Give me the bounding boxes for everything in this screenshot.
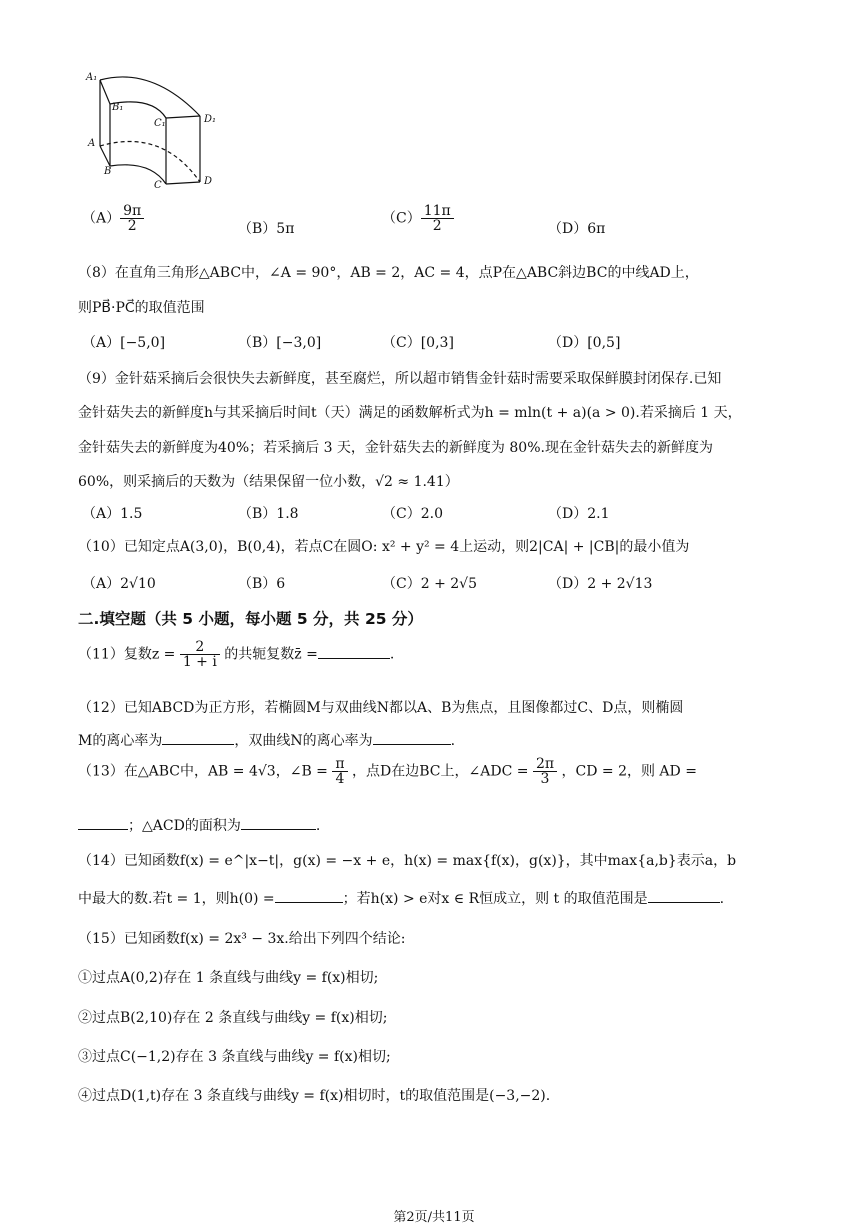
fraction-numerator: 2π (533, 757, 557, 772)
q11-fraction (180, 640, 220, 669)
q14-answer-blank-2[interactable] (648, 902, 720, 903)
fraction-denominator: 2 (432, 218, 442, 234)
q13-mid: ，点D在边BC上，∠ADC = (352, 763, 529, 780)
q8-line1: （8）在直角三角形△ABC中，∠A = 90°，AB = 2，AC = 4，点P在△ABC斜边BC的中线AD上， (78, 265, 699, 281)
label-d1: D₁ (204, 114, 217, 125)
q7-option-c (382, 204, 454, 233)
q11-line (78, 640, 394, 669)
q12-answer-blank-2[interactable] (373, 744, 451, 745)
q15-item-1: ①过点A(0,2)存在 1 条直线与曲线y = f(x)相切; (78, 970, 379, 986)
fraction-denominator: 1 + i (182, 654, 217, 670)
q8-option-a: （A）[−5,0] (82, 335, 166, 351)
q7-option-b: （B）5π (238, 221, 295, 237)
q15-item-2: ②过点B(2,10)存在 2 条直线与曲线y = f(x)相切; (78, 1010, 388, 1026)
fraction-denominator: 3 (540, 771, 550, 787)
q14-line2 (78, 888, 724, 908)
q14-line2a: 中最大的数.若t = 1，则h(0) = (78, 891, 275, 907)
q11-answer-blank[interactable] (318, 658, 390, 659)
q10-option-b: （B）6 (238, 576, 286, 592)
q12-answer-blank-1[interactable] (162, 744, 234, 745)
q7-option-a-fraction (120, 204, 144, 233)
q7-option-d: （D）6π (548, 221, 606, 237)
q8-option-b: （B）[−3,0] (238, 335, 322, 351)
label-a1: A₁ (86, 72, 98, 83)
label-b1: B₁ (112, 102, 124, 113)
fraction-numerator: 2 (180, 640, 220, 655)
q15-item-4: ④过点D(1,t)存在 3 条直线与曲线y = f(x)相切时，t的取值范围是(−3,−2). (78, 1088, 551, 1104)
q13-answer-blank-2[interactable] (241, 829, 316, 830)
q10-option-a: （A）2√10 (82, 576, 156, 592)
q11-pre: （11）复数z = (78, 646, 176, 663)
q13-pre: （13）在△ABC中，AB = 4√3，∠B = (78, 763, 328, 780)
q7-option-a (82, 204, 144, 233)
label-b: B (104, 166, 112, 177)
page-number: 第2页/共11页 (393, 1210, 475, 1225)
label-d: D (204, 176, 213, 187)
q12-line2 (78, 730, 455, 750)
q9-option-b: （B）1.8 (238, 506, 299, 522)
q12-line2b: ，双曲线N的离心率为 (234, 733, 373, 749)
q9-line4: 60%，则采摘后的天数为（结果保留一位小数，√2 ≈ 1.41） (78, 474, 459, 490)
q14-line1: （14）已知函数f(x) = e^|x−t|，g(x) = −x + e，h(x) = max{f(x)，g(x)}，其中max{a,b}表示a，b (78, 853, 737, 869)
fraction-denominator: 4 (335, 771, 345, 787)
q11-end: . (389, 646, 395, 663)
label-c: C (154, 180, 162, 191)
q14-answer-blank-1[interactable] (275, 902, 343, 903)
q8-option-c: （C）[0,3] (382, 335, 454, 351)
q7-option-c-fraction (421, 204, 454, 233)
q12-line2a: M的离心率为 (78, 733, 163, 749)
fraction-numerator: 11π (421, 204, 454, 219)
q8-line2: 则PB⃗·PC⃗的取值范围 (78, 300, 205, 316)
label-a: A (88, 138, 96, 149)
q13-answer-blank-1[interactable] (78, 829, 128, 830)
q14-line2c: . (719, 891, 725, 907)
q10-option-c: （C）2 + 2√5 (382, 576, 477, 592)
q9-line1: （9）金针菇采摘后会很快失去新鲜度，甚至腐烂，所以超市销售金针菇时需要采取保鲜膜封闭保存.已知 (78, 371, 722, 387)
q11-post: 的共轭复数z̄ = (224, 646, 318, 663)
q13-fraction-adc (533, 757, 557, 786)
label-c1: C₁ (154, 118, 166, 129)
q15-intro: （15）已知函数f(x) = 2x³ − 3x.给出下列四个结论: (78, 931, 406, 947)
q13-line2a: ；△ACD的面积为 (128, 818, 241, 834)
fraction-denominator: 2 (127, 218, 137, 234)
q9-line3: 金针菇失去的新鲜度为40%；若采摘后 3 天，金针菇失去的新鲜度为 80%.现在金针菇失去的新鲜度为 (78, 440, 713, 456)
q13-post: ，CD = 2，则 AD = (561, 763, 697, 780)
q7-option-c-label: （C） (382, 210, 421, 227)
q9-option-c: （C）2.0 (382, 506, 443, 522)
q13-fraction-b (332, 757, 347, 786)
q10-line1: （10）已知定点A(3,0)，B(0,4)，若点C在圆O: x² + y² = 4上运动，则2|CA| + |CB|的最小值为 (78, 539, 690, 555)
q13-line1 (78, 757, 697, 786)
q12-line1: （12）已知ABCD为正方形，若椭圆M与双曲线N都以A、B为焦点，且图像都过C、D点，则椭圆 (78, 700, 684, 716)
q12-line2c: . (450, 733, 456, 749)
q9-option-d: （D）2.1 (548, 506, 610, 522)
solid-figure (82, 66, 232, 191)
section-heading: 二.填空题（共 5 小题，每小题 5 分，共 25 分） (78, 610, 423, 628)
q13-line2 (78, 815, 320, 835)
fraction-numerator: 9π (120, 204, 144, 219)
q8-option-d: （D）[0,5] (548, 335, 621, 351)
q15-item-3: ③过点C(−1,2)存在 3 条直线与曲线y = f(x)相切; (78, 1049, 391, 1065)
q9-line2: 金针菇失去的新鲜度h与其采摘后时间t（天）满足的函数解析式为h = mln(t + a)(a > 0).若采摘后 1 天， (78, 405, 742, 421)
q7-option-a-label: （A） (82, 210, 121, 227)
q9-option-a: （A）1.5 (82, 506, 143, 522)
q14-line2b: ；若h(x) > e对x ∈ R恒成立，则 t 的取值范围是 (342, 891, 648, 907)
q10-option-d: （D）2 + 2√13 (548, 576, 653, 592)
q13-line2b: . (315, 818, 321, 834)
fraction-numerator: π (332, 757, 347, 772)
